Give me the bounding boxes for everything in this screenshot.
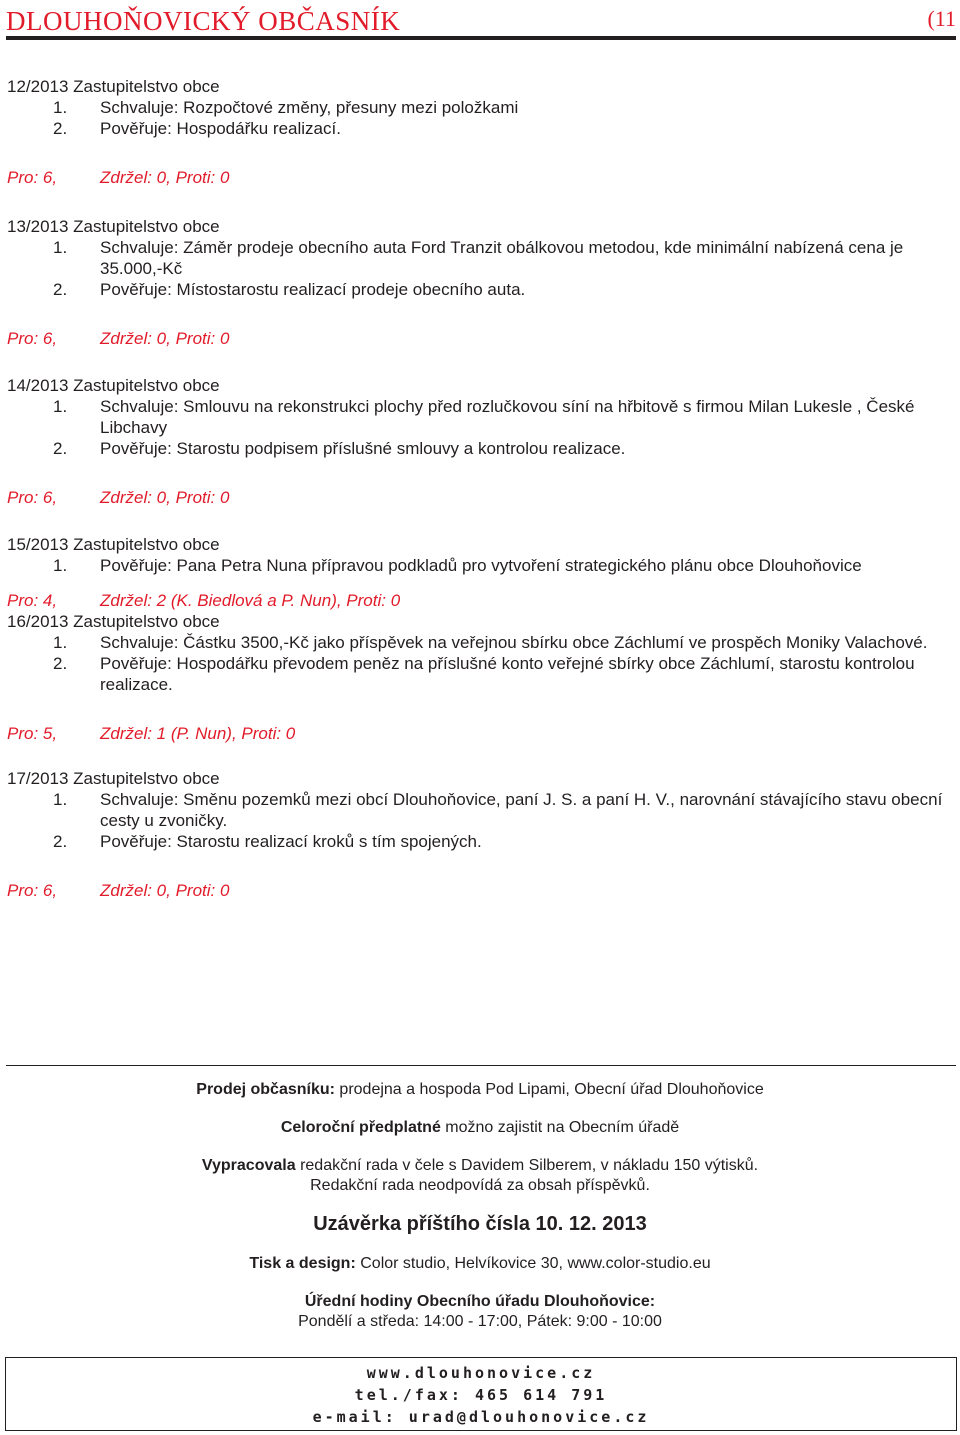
footer-divider: [6, 1065, 956, 1066]
phone-fax: tel./fax: 465 614 791: [354, 1386, 608, 1404]
item-text: Schvaluje: Částku 3500,-Kč jako příspěvek na veřejnou sbírku obce Záchlumí ve prospěch Moniky Valachové.: [100, 633, 928, 652]
print-label: Tisk a design:: [249, 1255, 356, 1272]
website-link[interactable]: www.dlouhonovice.cz: [366, 1364, 596, 1382]
item-number: 2.: [53, 832, 68, 851]
resolution-block: [7, 216, 952, 349]
resolution-item: [7, 97, 952, 118]
item-number: 1.: [53, 238, 68, 257]
vote-abstain-against: Zdržel: 0, Proti: 0: [100, 168, 230, 187]
hours-text: Pondělí a středa: 14:00 - 17:00, Pátek: 9:00 - 10:00: [298, 1313, 662, 1330]
disclaimer: Redakční rada neodpovídá za obsah příspěvků.: [310, 1177, 650, 1194]
resolution-heading: 15/2013 Zastupitelstvo obce: [7, 535, 220, 554]
sale-line: [0, 1080, 960, 1100]
resolution-items: [7, 237, 952, 300]
resolution-block: [7, 375, 952, 508]
resolution-items: [7, 789, 952, 852]
email-link[interactable]: e-mail: urad@dlouhonovice.cz: [312, 1408, 650, 1426]
vote-pro: Pro: 6,: [7, 168, 58, 187]
vote-result: [7, 328, 952, 349]
vote-pro: Pro: 4,: [7, 591, 58, 610]
item-number: 2.: [53, 654, 68, 673]
item-number: 1.: [53, 397, 68, 416]
resolution-items: [7, 632, 952, 695]
resolution-block: [7, 534, 952, 611]
vote-result: [7, 167, 952, 188]
vote-abstain-against: Zdržel: 2 (K. Biedlová a P. Nun), Proti: 0: [100, 591, 401, 610]
item-text: Schvaluje: Směnu pozemků mezi obcí Dlouhoňovice, paní J. S. a paní H. V., narovnání stávajícího stavu obecní cesty u zvoničky.: [100, 790, 943, 830]
item-text: Pověřuje: Pana Petra Nuna přípravou podkladů pro vytvoření strategického plánu obce Dlouhoňovice: [100, 556, 862, 575]
vote-abstain-against: Zdržel: 0, Proti: 0: [100, 881, 230, 900]
hours-label: Úřední hodiny Obecního úřadu Dlouhoňovice:: [304, 1293, 656, 1310]
item-text: Pověřuje: Starostu podpisem příslušné smlouvy a kontrolou realizace.: [100, 439, 626, 458]
print-text: Color studio, Helvíkovice 30, www.color-studio.eu: [360, 1255, 711, 1272]
vote-pro: Pro: 6,: [7, 881, 58, 900]
masthead: [6, 0, 956, 44]
resolution-heading: 17/2013 Zastupitelstvo obce: [7, 769, 220, 788]
contact-box: [5, 1357, 957, 1431]
item-number: 1.: [53, 633, 68, 652]
resolution-block: [7, 768, 952, 901]
item-number: 2.: [53, 439, 68, 458]
item-number: 1.: [53, 98, 68, 117]
vote-abstain-against: Zdržel: 1 (P. Nun), Proti: 0: [100, 724, 296, 743]
resolution-heading: 14/2013 Zastupitelstvo obce: [7, 376, 220, 395]
item-text: Pověřuje: Hospodářku realizací.: [100, 119, 341, 138]
resolution-block: [7, 76, 952, 188]
vote-result: [7, 487, 952, 508]
resolution-heading: 12/2013 Zastupitelstvo obce: [7, 77, 220, 96]
resolution-item: [7, 118, 952, 139]
subscription-line: [0, 1118, 960, 1138]
vote-abstain-against: Zdržel: 0, Proti: 0: [100, 488, 230, 507]
vote-abstain-against: Zdržel: 0, Proti: 0: [100, 329, 230, 348]
item-text: Schvaluje: Smlouvu na rekonstrukci plochy před rozlučkovou síní na hřbitově s firmou Milan Lukesle , České Libchavy: [100, 397, 915, 437]
subscription-text: možno zajistit na Obecním úřadě: [445, 1119, 680, 1136]
hours-heading: [0, 1292, 960, 1312]
vote-result: [7, 880, 952, 901]
masthead-title: DLOUHOŇOVICKÝ OBČASNÍK: [6, 6, 401, 36]
item-text: Pověřuje: Hospodářku převodem peněz na příslušné konto veřejné sbírky obce Záchlumí, starostu kontrolou realizace.: [100, 654, 915, 694]
subscription-label: Celoroční předplatné: [280, 1119, 441, 1136]
resolution-items: [7, 97, 952, 139]
sale-label: Prodej občasníku:: [196, 1081, 335, 1098]
prepared-line: [0, 1156, 960, 1176]
resolution-item: [7, 831, 952, 852]
item-number: 1.: [53, 790, 68, 809]
item-text: Schvaluje: Záměr prodeje obecního auta Ford Tranzit obálkovou metodou, kde minimální nabízená cena je 35.000,-Kč: [100, 238, 904, 278]
resolution-heading: 16/2013 Zastupitelstvo obce: [7, 612, 220, 631]
resolution-item: [7, 237, 952, 279]
resolution-items: [7, 555, 952, 576]
item-number: 2.: [53, 280, 68, 299]
resolution-item: [7, 789, 952, 831]
item-number: 2.: [53, 119, 68, 138]
vote-result: [7, 590, 952, 611]
resolutions-list: [7, 76, 952, 901]
prepared-text: redakční rada v čele s Davidem Silberem, v nákladu 150 výtisků.: [300, 1157, 759, 1174]
resolution-item: [7, 396, 952, 438]
resolution-block: [7, 611, 952, 744]
deadline: Uzávěrka příštího čísla 10. 12. 2013: [313, 1213, 647, 1235]
vote-result: [7, 723, 952, 744]
print-line: [0, 1254, 960, 1274]
item-text: Pověřuje: Starostu realizací kroků s tím spojených.: [100, 832, 482, 851]
prepared-label: Vypracovala: [201, 1157, 296, 1174]
vote-pro: Pro: 6,: [7, 488, 58, 507]
item-text: Pověřuje: Místostarostu realizací prodeje obecního auta.: [100, 280, 526, 299]
page-number: (11: [927, 6, 956, 31]
resolution-item: [7, 555, 952, 576]
resolution-item: [7, 279, 952, 300]
sale-text: prodejna a hospoda Pod Lipami, Obecní úřad Dlouhoňovice: [339, 1081, 764, 1098]
item-number: 1.: [53, 556, 68, 575]
resolution-item: [7, 653, 952, 695]
resolution-heading: 13/2013 Zastupitelstvo obce: [7, 217, 220, 236]
resolution-item: [7, 632, 952, 653]
footer-info: [0, 1078, 960, 1332]
item-text: Schvaluje: Rozpočtové změny, přesuny mezi položkami: [100, 98, 519, 117]
resolution-items: [7, 396, 952, 459]
vote-pro: Pro: 5,: [7, 724, 58, 743]
resolution-item: [7, 438, 952, 459]
masthead-rule: [6, 36, 956, 40]
vote-pro: Pro: 6,: [7, 329, 58, 348]
